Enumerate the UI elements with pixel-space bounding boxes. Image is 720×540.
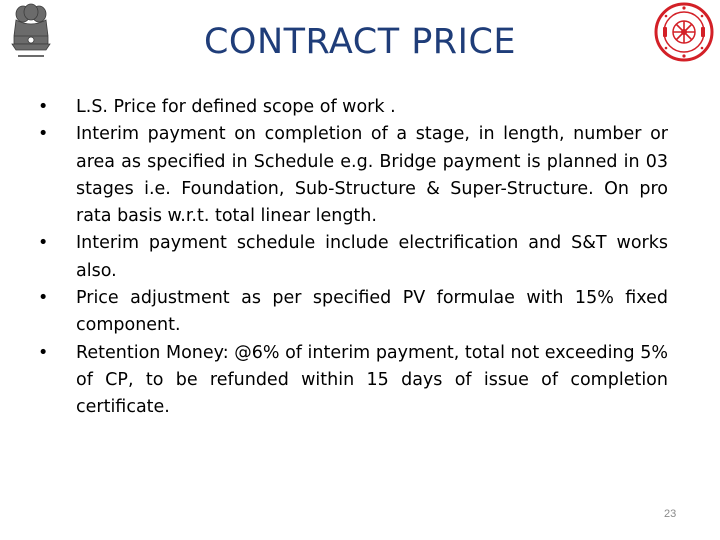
list-item [38, 285, 668, 340]
list-item-text: Interim payment on completion of a stage, in length, number or area as specified in Schedule e.g. Bridge payment is planned in 03 stages i.e. Foundation, Sub-Structure & Super-Structure. On pro rata basis w.r.t. total linear length. [76, 124, 668, 227]
list-item-text: Retention Money: @6% of interim payment, total not exceeding 5% of CP, to be refunded within 15 days of issue of completion certificate. [76, 342, 668, 418]
bullet-marker: • [38, 288, 49, 309]
list-item-text: Price adjustment as per specified PV formulae with 15% fixed component. [76, 288, 668, 336]
list-item [38, 121, 668, 230]
bullet-marker: • [38, 233, 49, 254]
bullet-marker: • [38, 124, 49, 145]
bullet-marker: • [38, 342, 49, 363]
bullet-marker: • [38, 97, 49, 117]
list-item [38, 94, 668, 121]
page-number: 23 [664, 508, 677, 520]
list-item-text: Interim payment schedule include electrification and S&T works also. [76, 233, 668, 281]
list-item [38, 230, 668, 285]
list-item [38, 340, 668, 422]
list-item-text: L.S. Price for defined scope of work . [76, 97, 396, 117]
page-title: CONTRACT PRICE [203, 22, 517, 62]
bullet-list [38, 94, 668, 422]
